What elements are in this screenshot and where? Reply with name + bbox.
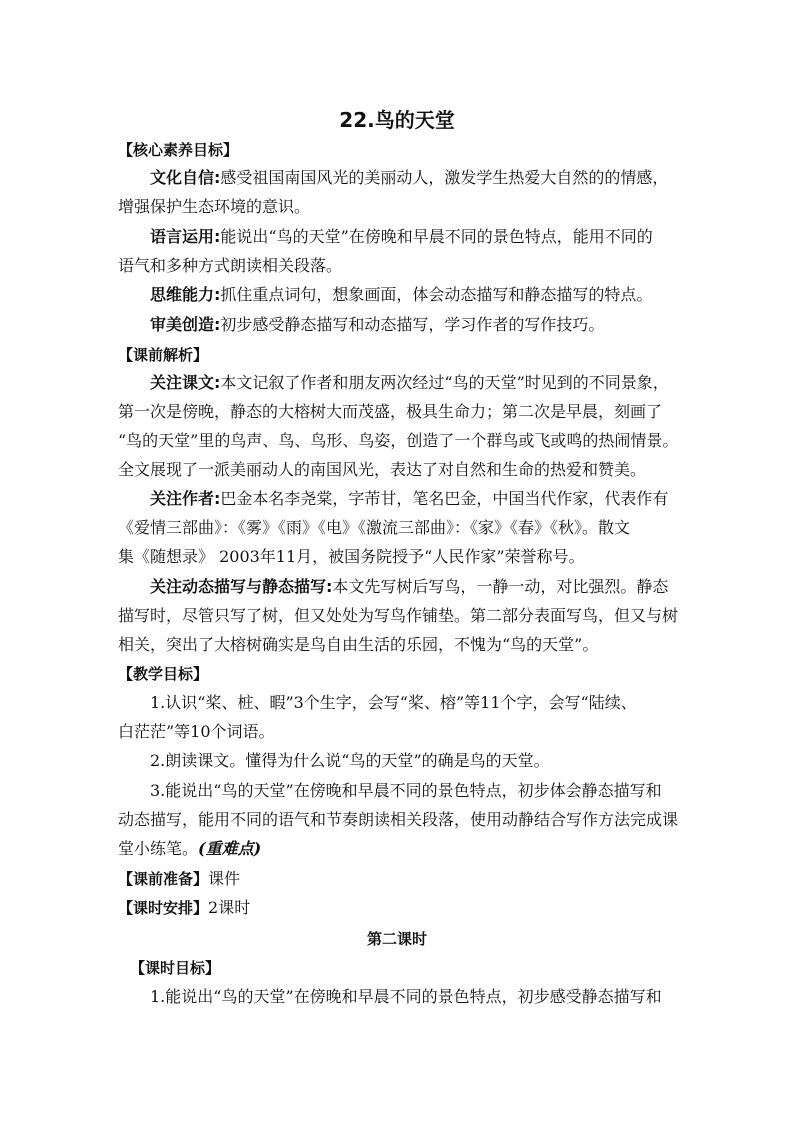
goal-3-text-1: 3.能说出“鸟的天堂”在傍晚和早晨不同的景色特点，初步体会静态描写和 [150, 781, 662, 800]
aesthetic-text-1: 初步感受静态描写和动态描写，学习作者的写作技巧。 [220, 315, 605, 334]
thinking-paragraph [150, 284, 652, 306]
text-focus-label: 关注课文: [150, 373, 221, 392]
text-focus-text-3: “鸟的天堂”里的鸟声、鸟、鸟形、鸟姿，创造了一个群鸟或飞或鸣的热闹情景。 [118, 431, 679, 450]
lesson-goal-1-text: 1.能说出“鸟的天堂”在傍晚和早晨不同的景色特点，初步感受静态描写和 [150, 987, 662, 1006]
goal-1-text-2: 白茫茫”等10个词语。 [118, 722, 275, 741]
schedule-line [118, 897, 250, 919]
text-focus-line-1 [150, 372, 669, 394]
author-focus-text-3: 集《随想录》 2003年11月，被国务院授予“人民作家”荣誉称号。 [118, 547, 585, 566]
description-focus-line-1 [150, 576, 668, 598]
language-paragraph-line-1 [150, 226, 653, 248]
schedule-value: 2课时 [208, 898, 251, 917]
description-focus-text-1: 本文先写树后写鸟，一静一动，对比强烈。静态 [332, 577, 669, 596]
culture-text-2: 增强保护生态环境的意识。 [118, 197, 311, 216]
prep-value: 课件 [208, 869, 241, 888]
language-text-2: 语气和多种方式朗读相关段落。 [118, 256, 343, 275]
text-focus-text-4: 全文展现了一派美丽动人的南国风光，表达了对自然和生命的热爱和赞美。 [118, 460, 647, 479]
goal-2-text-1: 2.朗读课文。懂得为什么说“鸟的天堂”的确是鸟的天堂。 [150, 751, 550, 770]
author-focus-line-1 [150, 488, 668, 510]
key-difficulty-note: (重难点) [198, 839, 262, 858]
lesson-subtitle: 第二课时 [366, 930, 427, 948]
goal-3-line-3 [118, 838, 261, 860]
prep-line [118, 868, 240, 890]
analysis-heading: 【课前解析】 [118, 346, 209, 364]
lesson-title: 22.鸟的天堂 [339, 108, 455, 132]
description-focus-label: 关注动态描写与静态描写: [150, 577, 333, 596]
author-focus-label: 关注作者: [150, 489, 221, 508]
language-label: 语言运用: [150, 227, 221, 246]
author-focus-text-1: 巴金本名李尧棠，字芾甘，笔名巴金，中国当代作家，代表作有 [220, 489, 669, 508]
text-focus-text-2: 第一次是傍晚，静态的大榕树大而茂盛，极具生命力；第二次是早晨，刻画了 [118, 402, 663, 421]
lesson-goal-heading: 【课时目标】 [130, 959, 221, 977]
schedule-heading: 【课时安排】 [118, 899, 209, 917]
goal-3-text-2: 动态描写，能用不同的语气和节奏朗读相关段落，使用动静结合写作方法完成课 [118, 810, 679, 829]
text-focus-text-1: 本文记叙了作者和朋友两次经过“鸟的天堂”时见到的不同景象， [220, 373, 669, 392]
thinking-text-1: 抓住重点词句，想象画面，体会动态描写和静态描写的特点。 [220, 285, 653, 304]
author-focus-text-2: 《爱情三部曲》：《雾》《雨》《电》《激流三部曲》：《家》《春》《秋》。散文 [118, 518, 631, 537]
language-text-1: 能说出“鸟的天堂”在傍晚和早晨不同的景色特点，能用不同的 [220, 227, 653, 246]
prep-heading: 【课前准备】 [118, 870, 209, 888]
description-focus-text-2: 描写时，尽管只写了树，但又处处为写鸟作铺垫。第二部分表面写鸟，但又与树 [118, 606, 679, 625]
description-focus-text-3: 相关，突出了大榕树确实是鸟自由生活的乐园，不愧为“鸟的天堂”。 [118, 635, 599, 654]
goal-1-text-1: 1.认识“桨、桩、暇”3个生字，会写“桨、榕”等11个字，会写“陆续、 [150, 693, 637, 712]
goal-3-text-3: 堂小练笔。 [118, 839, 199, 858]
culture-paragraph-line-1 [150, 167, 668, 189]
aesthetic-paragraph [150, 314, 604, 336]
teaching-goals-heading: 【教学目标】 [118, 665, 209, 683]
thinking-label: 思维能力: [150, 285, 221, 304]
culture-text-1: 感受祖国南国风光的美丽动人，激发学生热爱大自然的的情感， [220, 168, 669, 187]
aesthetic-label: 审美创造: [150, 315, 221, 334]
core-goals-heading: 【核心素养目标】 [118, 141, 239, 159]
culture-label: 文化自信: [150, 168, 221, 187]
